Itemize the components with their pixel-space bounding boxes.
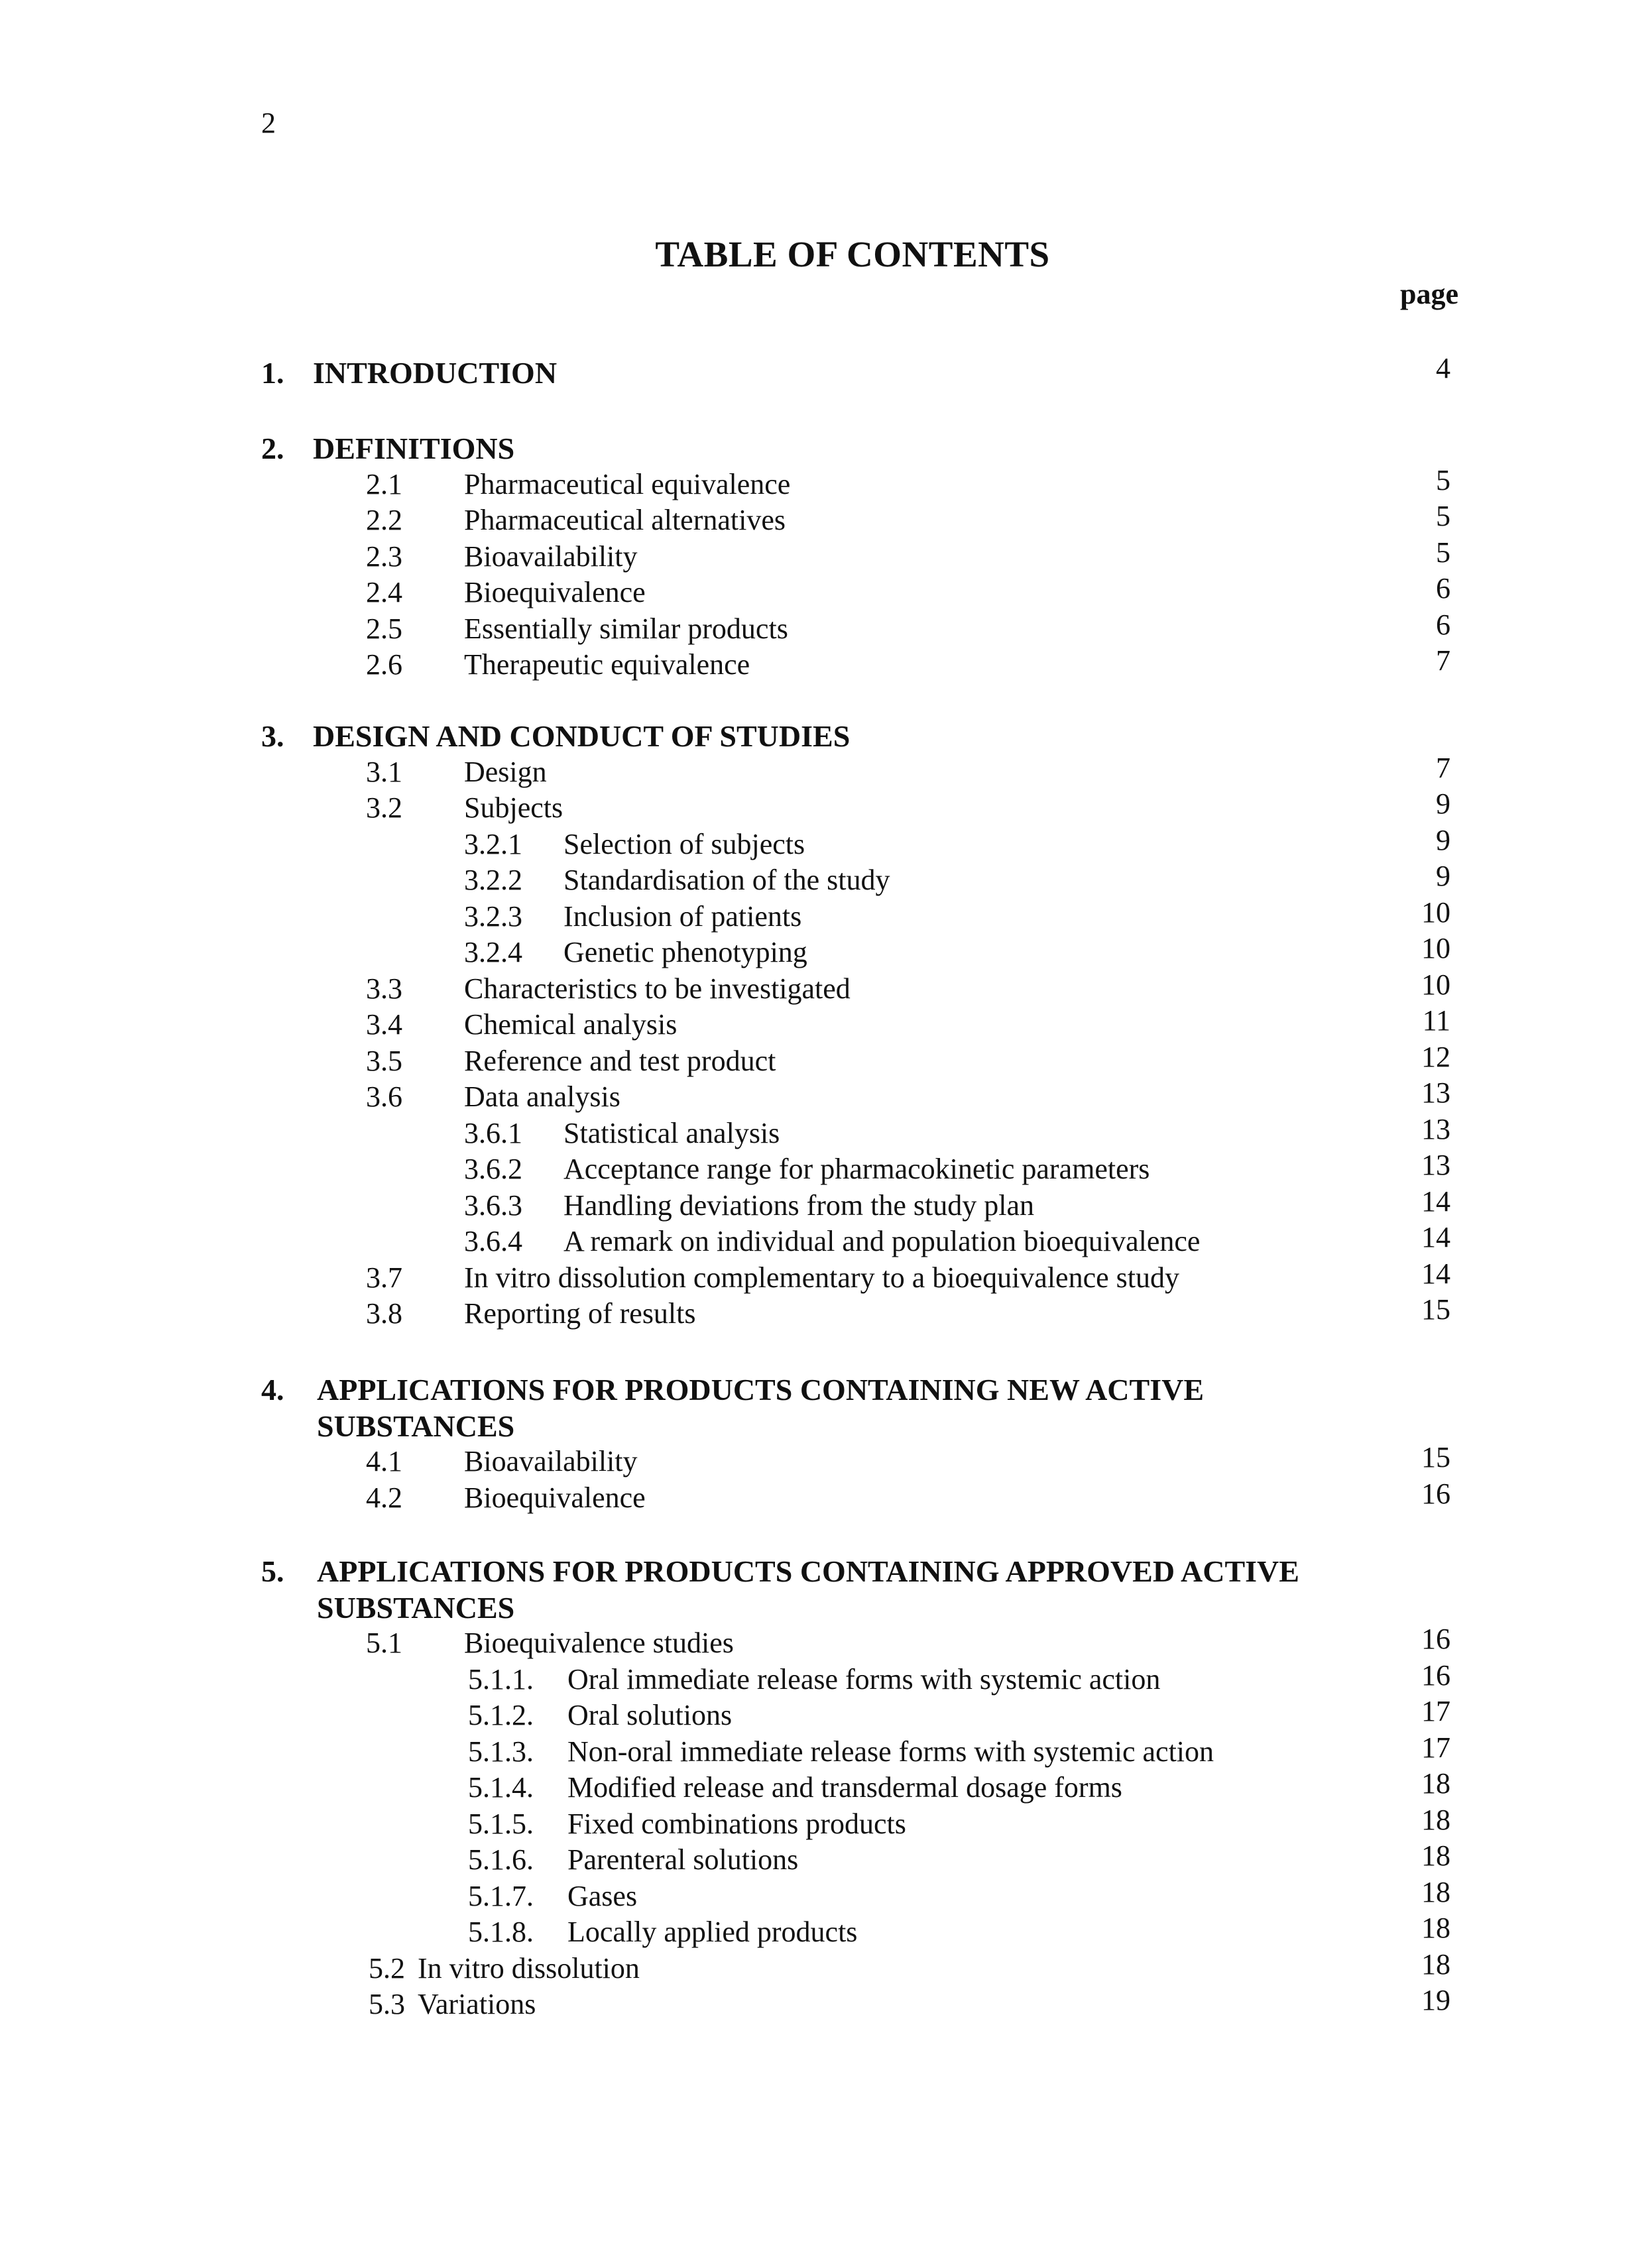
subsection-page-number: 18 [1421,1947,1450,1981]
subsection-number: 3.5 [366,1044,402,1077]
subsection-number: 5.1 [366,1627,402,1659]
subsection-title: Bioequivalence [464,576,646,608]
subsection-number: 2.1 [366,467,402,500]
subsection-page-number: 19 [1421,1984,1450,2016]
subsubsection-number: 3.2.3 [464,899,522,933]
subsection-title: Chemical analysis [464,1008,678,1041]
subsection-number: 3.7 [366,1261,402,1294]
section-title: SUBSTANCES [317,1590,515,1625]
subsection-page-number: 5 [1436,463,1450,496]
subsection-number: 3.1 [366,755,402,788]
subsubsection-page-number: 9 [1436,823,1450,856]
subsubsection-page-number: 18 [1421,1767,1450,1800]
subsection-page-number: 9 [1436,787,1450,820]
subsection-number: 2.5 [366,612,402,645]
subsection-title: Pharmaceutical equivalence [464,467,791,500]
subsection-page-number: 5 [1436,500,1450,532]
page-title: TABLE OF CONTENTS [655,234,1050,274]
section-title: INTRODUCTION [313,356,558,390]
subsection-page-number: 14 [1421,1257,1450,1290]
subsubsection-title: A remark on individual and population bioequivalence [563,1225,1201,1257]
subsection-title: In vitro dissolution [418,1951,640,1985]
subsection-title: Pharmaceutical alternatives [464,504,786,536]
subsection-page-number: 15 [1421,1293,1450,1326]
section-page-number: 4 [1436,352,1450,384]
subsection-page-number: 16 [1421,1477,1450,1510]
subsection-number: 4.2 [366,1481,402,1514]
subsection-page-number: 12 [1421,1040,1450,1073]
subsection-number: 4.1 [366,1445,402,1477]
subsection-number: 2.3 [366,540,402,573]
subsubsection-number: 5.1.3. [468,1735,534,1768]
subsection-title: Reference and test product [464,1044,776,1077]
subsection-number: 5.2 [369,1951,405,1985]
subsection-number: 2.4 [366,576,402,608]
subsection-title: Design [464,755,547,788]
subsection-title: Data analysis [464,1080,620,1113]
subsubsection-page-number: 13 [1421,1149,1450,1181]
page-number: 2 [261,107,276,139]
subsubsection-title: Oral solutions [567,1699,733,1731]
subsection-title: Therapeutic equivalence [464,648,750,681]
subsection-number: 3.2 [366,791,402,824]
subsubsection-page-number: 9 [1436,860,1450,892]
subsection-number: 3.3 [366,972,402,1005]
subsubsection-title: Modified release and transdermal dosage forms [567,1771,1122,1804]
subsection-title: Bioavailability [464,540,638,573]
subsection-title: Characteristics to be investigated [464,972,851,1005]
subsubsection-page-number: 14 [1421,1221,1450,1253]
subsubsection-title: Parenteral solutions [567,1843,799,1876]
subsubsection-title: Inclusion of patients [563,899,802,933]
subsubsection-number: 5.1.4. [468,1771,534,1804]
subsubsection-number: 3.6.2 [464,1153,522,1185]
subsubsection-page-number: 18 [1421,1912,1450,1944]
subsubsection-title: Oral immediate release forms with systemic action [567,1662,1161,1696]
subsubsection-page-number: 18 [1421,1875,1450,1908]
section-title: APPLICATIONS FOR PRODUCTS CONTAINING APPROVED ACTIVE [317,1554,1299,1588]
subsubsection-page-number: 16 [1421,1658,1450,1692]
subsection-title: Essentially similar products [464,612,788,645]
subsubsection-number: 3.6.1 [464,1116,522,1149]
subsubsection-title: Selection of subjects [563,827,805,860]
section-title: APPLICATIONS FOR PRODUCTS CONTAINING NEW ACTIVE [317,1373,1204,1407]
subsubsection-page-number: 17 [1421,1695,1450,1727]
subsubsection-page-number: 13 [1421,1112,1450,1145]
subsubsection-title: Standardisation of the study [563,864,890,896]
subsubsection-number: 3.6.4 [464,1225,522,1257]
subsection-title: Variations [418,1988,536,2020]
subsubsection-title: Fixed combinations products [567,1807,906,1840]
subsubsection-number: 3.2.1 [464,827,522,860]
subsection-title: Reporting of results [464,1297,696,1330]
subsubsection-number: 5.1.1. [468,1662,534,1696]
subsubsection-number: 5.1.7. [468,1879,534,1912]
subsubsection-page-number: 17 [1421,1731,1450,1764]
subsection-number: 3.8 [366,1297,402,1330]
subsubsection-number: 5.1.2. [468,1699,534,1731]
subsection-number: 3.6 [366,1080,402,1113]
subsubsection-title: Locally applied products [567,1916,858,1948]
subsubsection-title: Gases [567,1879,638,1912]
subsection-page-number: 16 [1421,1623,1450,1655]
subsubsection-number: 5.1.8. [468,1916,534,1948]
subsubsection-number: 5.1.6. [468,1843,534,1876]
subsection-page-number: 15 [1421,1441,1450,1473]
subsubsection-number: 3.2.2 [464,864,522,896]
subsubsection-title: Genetic phenotyping [563,936,807,968]
subsection-title: Bioequivalence [464,1481,646,1514]
section-number: 5. [261,1554,284,1588]
subsection-page-number: 7 [1436,751,1450,784]
subsection-number: 2.2 [366,504,402,536]
subsubsection-page-number: 10 [1421,932,1450,964]
subsubsection-page-number: 18 [1421,1803,1450,1836]
subsection-page-number: 13 [1421,1076,1450,1109]
section-number: 4. [261,1373,284,1407]
subsection-page-number: 10 [1421,968,1450,1001]
section-number: 3. [261,719,284,753]
subsection-title: In vitro dissolution complementary to a bioequivalence study [464,1261,1179,1294]
subsubsection-page-number: 18 [1421,1839,1450,1872]
section-title: DEFINITIONS [313,432,515,465]
subsubsection-page-number: 10 [1421,895,1450,929]
subsection-page-number: 11 [1422,1004,1450,1037]
subsubsection-number: 3.6.3 [464,1188,522,1222]
subsection-number: 2.6 [366,648,402,681]
subsubsection-number: 3.2.4 [464,936,522,968]
subsubsection-title: Acceptance range for pharmacokinetic parameters [563,1153,1150,1185]
section-number: 2. [261,432,284,465]
subsection-title: Bioavailability [464,1445,638,1477]
subsubsection-title: Handling deviations from the study plan [563,1188,1034,1222]
page-column-label: page [1400,278,1458,310]
subsection-title: Subjects [464,791,563,824]
section-title: SUBSTANCES [317,1409,515,1443]
section-title: DESIGN AND CONDUCT OF STUDIES [313,719,851,753]
subsection-page-number: 6 [1436,572,1450,605]
section-number: 1. [261,356,284,390]
subsection-page-number: 6 [1436,608,1450,641]
subsubsection-title: Non-oral immediate release forms with systemic action [567,1735,1214,1768]
subsection-page-number: 7 [1436,644,1450,677]
subsection-number: 5.3 [369,1988,405,2020]
subsection-title: Bioequivalence studies [464,1627,734,1659]
subsubsection-title: Statistical analysis [563,1116,780,1149]
subsection-page-number: 5 [1436,536,1450,569]
subsubsection-number: 5.1.5. [468,1807,534,1840]
subsection-number: 3.4 [366,1008,402,1041]
subsubsection-page-number: 14 [1421,1184,1450,1218]
